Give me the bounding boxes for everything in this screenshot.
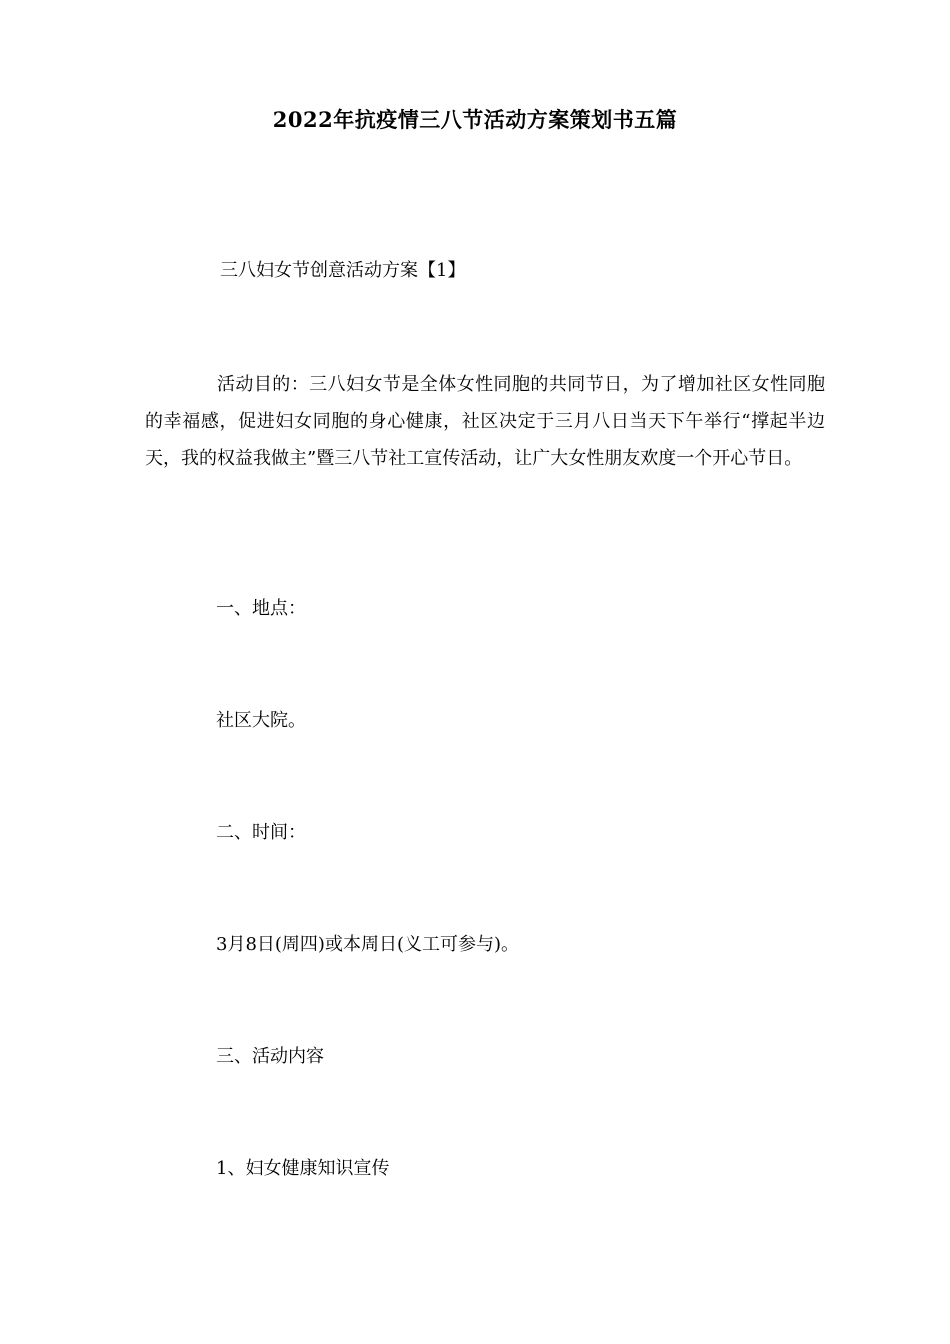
content-heading: 三、活动内容 <box>216 1046 324 1067</box>
document-title: 2022年抗疫情三八节活动方案策划书五篇 <box>272 107 678 132</box>
location-text: 社区大院。 <box>216 710 306 731</box>
time-heading: 二、时间： <box>216 822 306 843</box>
location-heading: 一、地点： <box>216 598 306 619</box>
intro-paragraph: 活动目的：三八妇女节是全体女性同胞的共同节日，为了增加社区女性同胞的幸福感，促进妇女同胞的身心健康，社区决定于三月八日当天下午举行“撑起半边天，我的权益我做主”暨三八节社工宣传活动，让广大女性朋友欢度一个开心节日。 <box>145 374 825 469</box>
time-text: 3月8日(周四)或本周日(义工可参与)。 <box>216 934 519 955</box>
plan-subtitle: 三八妇女节创意活动方案【1】 <box>220 260 466 281</box>
content-item-1: 1、妇女健康知识宣传 <box>216 1158 390 1179</box>
